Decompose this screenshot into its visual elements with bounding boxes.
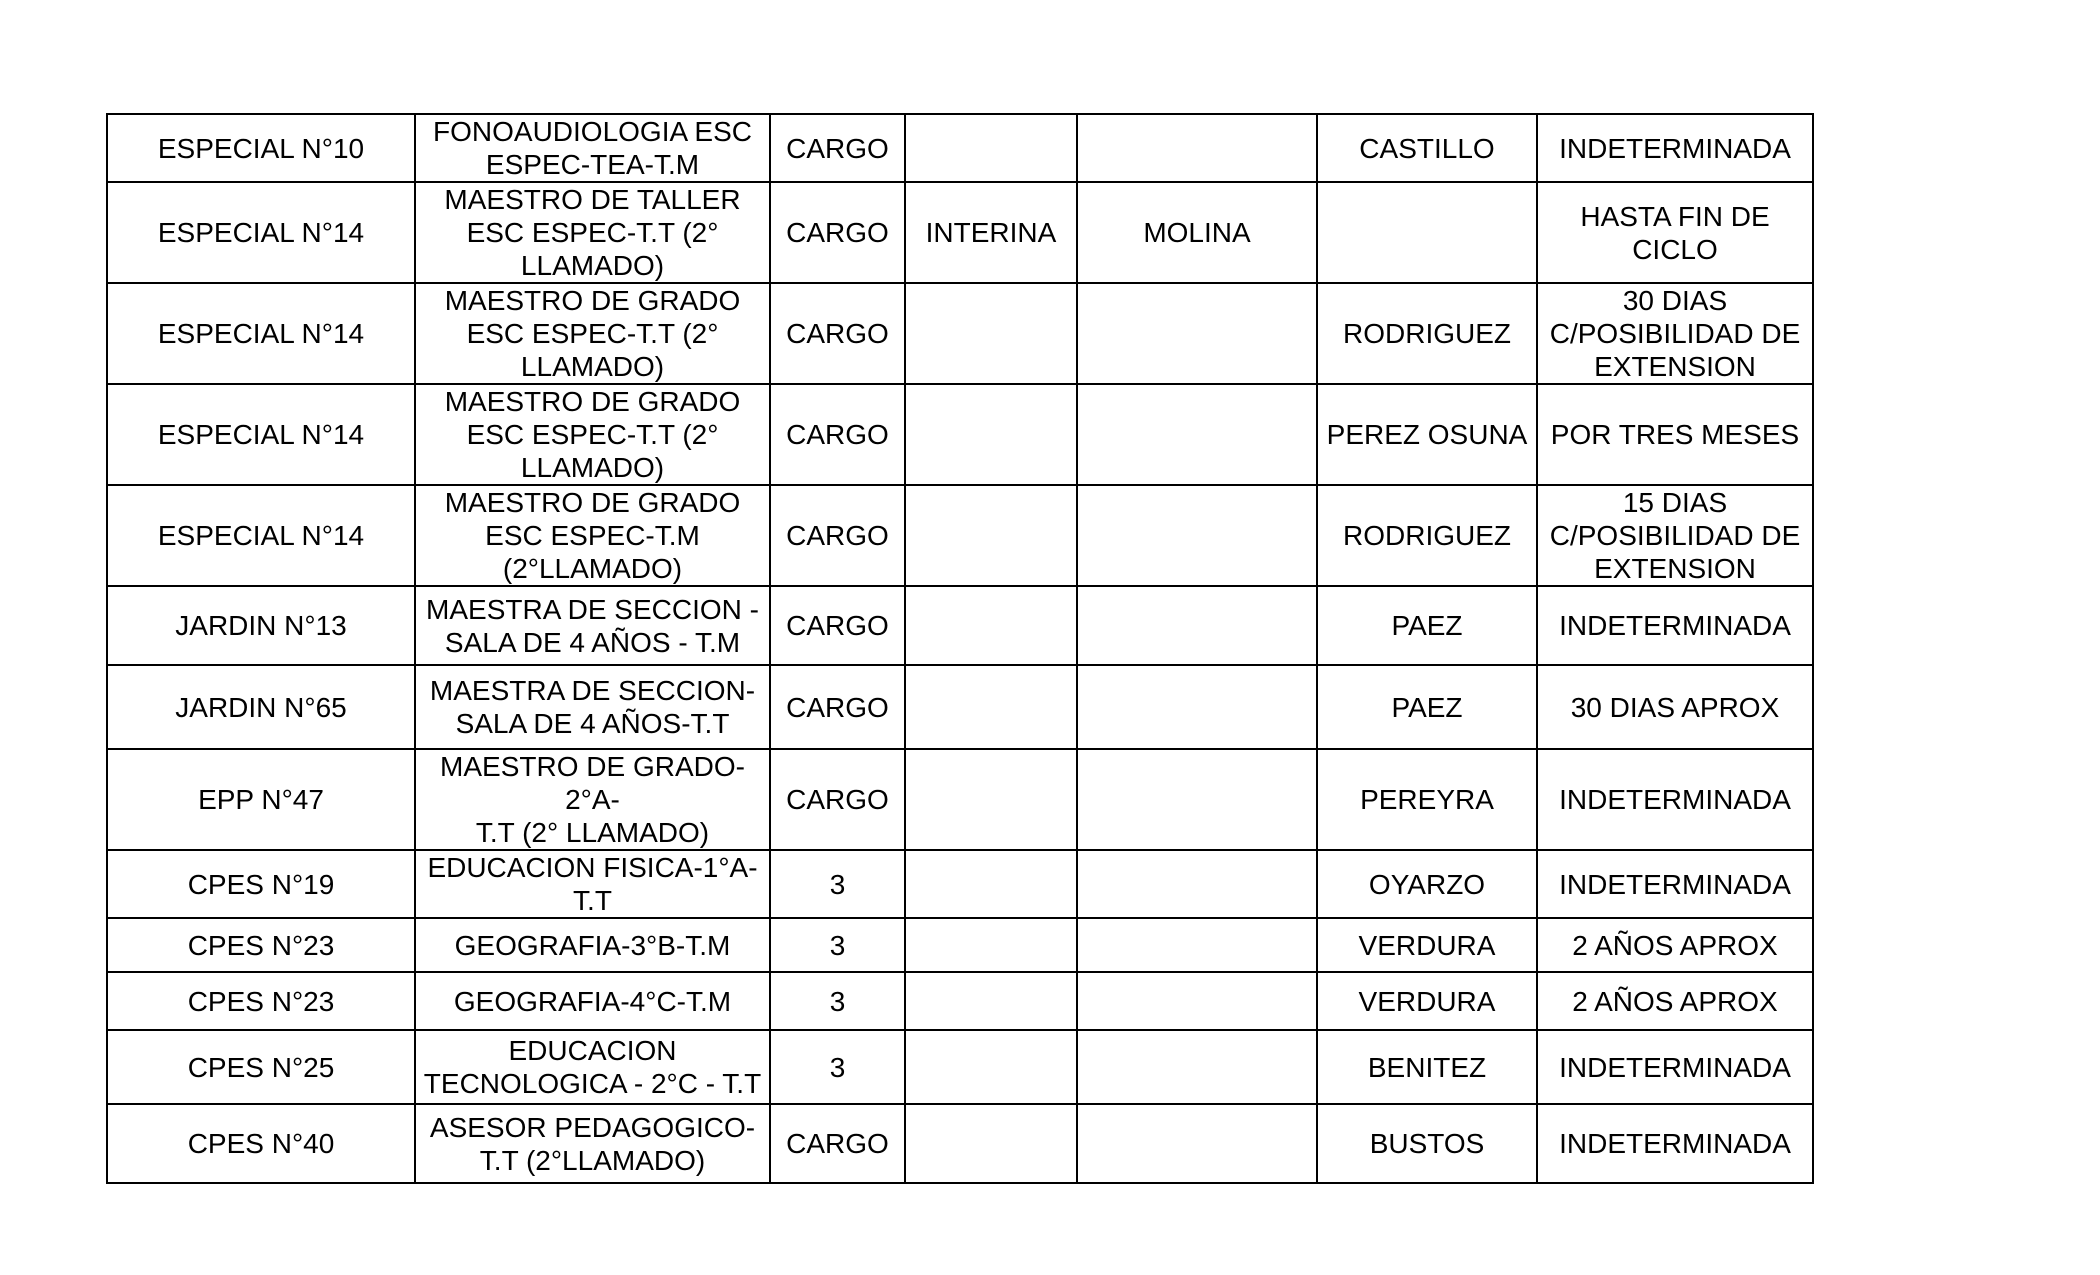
cell-replaced (1317, 182, 1537, 283)
cell-position: MAESTRO DE TALLER ESC ESPEC-T.T (2° LLAMADO) (415, 182, 770, 283)
cell-duration: 30 DIAS APROX (1537, 665, 1813, 749)
cell-duration: 30 DIAS C/POSIBILIDAD DE EXTENSION (1537, 283, 1813, 384)
cell-holder (1077, 114, 1317, 182)
cell-holder (1077, 485, 1317, 586)
cell-position: MAESTRO DE GRADO ESC ESPEC-T.T (2° LLAMADO) (415, 283, 770, 384)
cell-replaced: CASTILLO (1317, 114, 1537, 182)
cell-type: CARGO (770, 749, 905, 850)
cell-holder (1077, 665, 1317, 749)
cell-duration: INDETERMINADA (1537, 749, 1813, 850)
cell-status: INTERINA (905, 182, 1077, 283)
cell-replaced: BENITEZ (1317, 1030, 1537, 1104)
cell-replaced: VERDURA (1317, 972, 1537, 1030)
table-row (107, 586, 1813, 665)
cell-school: CPES N°23 (107, 918, 415, 972)
cell-status (905, 749, 1077, 850)
cell-holder (1077, 586, 1317, 665)
table-row (107, 918, 1813, 972)
cell-position: FONOAUDIOLOGIA ESC ESPEC-TEA-T.M (415, 114, 770, 182)
cell-position: MAESTRA DE SECCION - SALA DE 4 AÑOS - T.M (415, 586, 770, 665)
cell-type: 3 (770, 918, 905, 972)
cell-position: EDUCACION FISICA-1°A- T.T (415, 850, 770, 918)
table-row (107, 1030, 1813, 1104)
cell-replaced: RODRIGUEZ (1317, 283, 1537, 384)
table-row (107, 485, 1813, 586)
cell-school: JARDIN N°13 (107, 586, 415, 665)
cell-type: CARGO (770, 1104, 905, 1183)
cell-status (905, 1104, 1077, 1183)
cell-holder (1077, 972, 1317, 1030)
cell-duration: POR TRES MESES (1537, 384, 1813, 485)
cell-duration: 15 DIAS C/POSIBILIDAD DE EXTENSION (1537, 485, 1813, 586)
cell-holder (1077, 1104, 1317, 1183)
cell-duration: INDETERMINADA (1537, 1030, 1813, 1104)
table-row (107, 665, 1813, 749)
table-row (107, 1104, 1813, 1183)
cell-holder (1077, 918, 1317, 972)
cell-replaced: BUSTOS (1317, 1104, 1537, 1183)
cell-status (905, 586, 1077, 665)
cell-holder (1077, 384, 1317, 485)
table-row (107, 384, 1813, 485)
cell-school: ESPECIAL N°14 (107, 384, 415, 485)
cell-school: EPP N°47 (107, 749, 415, 850)
table-row (107, 283, 1813, 384)
cell-type: 3 (770, 850, 905, 918)
cell-position: GEOGRAFIA-4°C-T.M (415, 972, 770, 1030)
cell-type: 3 (770, 1030, 905, 1104)
cell-status (905, 850, 1077, 918)
cell-holder (1077, 1030, 1317, 1104)
cell-holder (1077, 283, 1317, 384)
cell-type: CARGO (770, 182, 905, 283)
cell-type: CARGO (770, 485, 905, 586)
cell-status (905, 665, 1077, 749)
cell-duration: HASTA FIN DE CICLO (1537, 182, 1813, 283)
cell-status (905, 485, 1077, 586)
cell-school: CPES N°19 (107, 850, 415, 918)
cell-position: ASESOR PEDAGOGICO- T.T (2°LLAMADO) (415, 1104, 770, 1183)
cell-replaced: OYARZO (1317, 850, 1537, 918)
cell-school: ESPECIAL N°14 (107, 182, 415, 283)
cell-duration: INDETERMINADA (1537, 850, 1813, 918)
cell-replaced: PEREZ OSUNA (1317, 384, 1537, 485)
cell-type: CARGO (770, 114, 905, 182)
cell-status (905, 283, 1077, 384)
table-row (107, 114, 1813, 182)
cell-replaced: PEREYRA (1317, 749, 1537, 850)
cell-position: MAESTRO DE GRADO ESC ESPEC-T.M (2°LLAMADO) (415, 485, 770, 586)
cell-duration: INDETERMINADA (1537, 114, 1813, 182)
cell-position: GEOGRAFIA-3°B-T.M (415, 918, 770, 972)
table-row (107, 182, 1813, 283)
cell-status (905, 1030, 1077, 1104)
cell-status (905, 114, 1077, 182)
cell-type: CARGO (770, 384, 905, 485)
cell-status (905, 384, 1077, 485)
cell-school: CPES N°40 (107, 1104, 415, 1183)
cell-replaced: PAEZ (1317, 665, 1537, 749)
cell-type: CARGO (770, 586, 905, 665)
cell-school: ESPECIAL N°14 (107, 485, 415, 586)
cell-duration: 2 AÑOS APROX (1537, 972, 1813, 1030)
cell-type: CARGO (770, 665, 905, 749)
cell-school: ESPECIAL N°14 (107, 283, 415, 384)
cell-position: MAESTRO DE GRADO ESC ESPEC-T.T (2° LLAMADO) (415, 384, 770, 485)
cell-duration: INDETERMINADA (1537, 586, 1813, 665)
table-row (107, 850, 1813, 918)
cell-replaced: VERDURA (1317, 918, 1537, 972)
cell-type: CARGO (770, 283, 905, 384)
vacancy-table (106, 113, 1814, 1184)
cell-replaced: PAEZ (1317, 586, 1537, 665)
cell-school: CPES N°23 (107, 972, 415, 1030)
cell-replaced: RODRIGUEZ (1317, 485, 1537, 586)
table-body (107, 114, 1813, 1183)
cell-position: EDUCACION TECNOLOGICA - 2°C - T.T (415, 1030, 770, 1104)
cell-school: ESPECIAL N°10 (107, 114, 415, 182)
cell-status (905, 918, 1077, 972)
cell-type: 3 (770, 972, 905, 1030)
cell-school: CPES N°25 (107, 1030, 415, 1104)
cell-status (905, 972, 1077, 1030)
cell-holder: MOLINA (1077, 182, 1317, 283)
cell-school: JARDIN N°65 (107, 665, 415, 749)
cell-holder (1077, 749, 1317, 850)
cell-position: MAESTRO DE GRADO-2°A- T.T (2° LLAMADO) (415, 749, 770, 850)
cell-position: MAESTRA DE SECCION- SALA DE 4 AÑOS-T.T (415, 665, 770, 749)
cell-duration: INDETERMINADA (1537, 1104, 1813, 1183)
cell-duration: 2 AÑOS APROX (1537, 918, 1813, 972)
table-row (107, 972, 1813, 1030)
table-row (107, 749, 1813, 850)
cell-holder (1077, 850, 1317, 918)
